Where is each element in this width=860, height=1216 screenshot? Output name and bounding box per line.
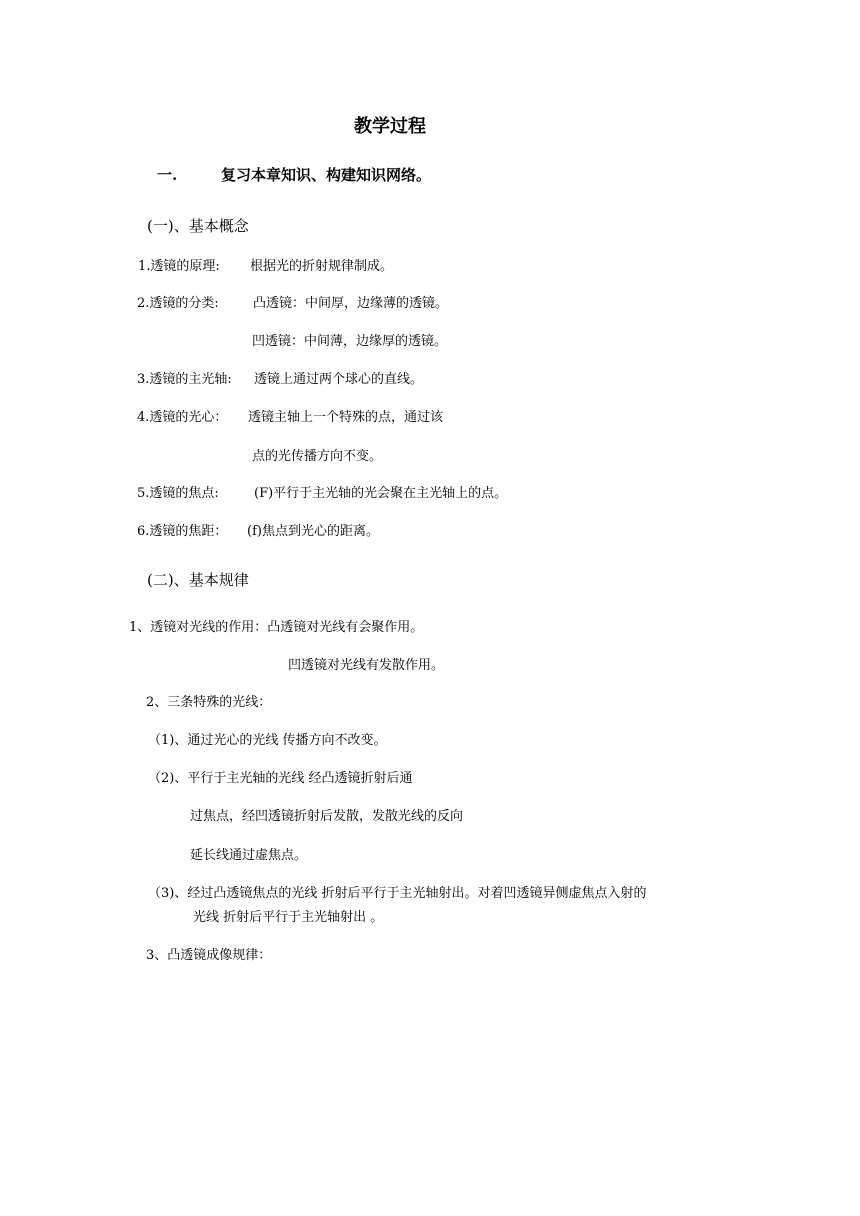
rule2-heading: 2、三条特殊的光线： <box>146 695 272 710</box>
concept-text-principle: 根据光的折射规律制成。 <box>250 259 394 274</box>
concept-label-focus: 5.透镜的焦点: <box>137 486 219 501</box>
concept-text-concave: 凹透镜：中间薄，边缘厚的透镜。 <box>252 334 448 349</box>
concept-text-focal-length: (f)焦点到光心的距离。 <box>247 524 379 539</box>
rule3-heading: 3、凸透镜成像规律： <box>146 948 272 963</box>
concept-label-classification: 2.透镜的分类: <box>137 296 219 311</box>
concept-text-optical-center-cont: 点的光传播方向不变。 <box>252 449 383 464</box>
concept-text-optical-center: 透镜主轴上一个特殊的点，通过该 <box>248 410 444 425</box>
section-heading: 复习本章知识、构建知识网络。 <box>221 166 432 184</box>
concept-label-principle: 1.透镜的原理: <box>138 259 220 274</box>
concept-label-focal-length: 6.透镜的焦距： <box>137 524 228 539</box>
concept-label-principal-axis: 3.透镜的主光轴: <box>137 372 232 387</box>
page-title: 教学过程 <box>354 116 426 137</box>
concept-text-focus: (F)平行于主光轴的光会聚在主光轴上的点。 <box>254 486 508 501</box>
rule1-line1: 1、透镜对光线的作用：凸透镜对光线有会聚作用。 <box>129 620 424 635</box>
rule1-line2: 凹透镜对光线有发散作用。 <box>288 658 445 673</box>
concept-text-convex: 凸透镜：中间厚，边缘薄的透镜。 <box>253 296 449 311</box>
ray2-line1: （2)、平行于主光轴的光线 经凸透镜折射后通 <box>148 771 413 786</box>
ray1-text: （1)、通过光心的光线 传播方向不改变。 <box>148 733 387 748</box>
section-number: 一. <box>157 166 178 184</box>
ray3-line1: （3)、经过凸透镜焦点的光线 折射后平行于主光轴射出。对着凹透镜异侧虚焦点入射的 <box>148 886 647 901</box>
part1-heading: (一)、基本概念 <box>147 217 249 235</box>
ray2-line3: 延长线通过虚焦点。 <box>190 848 308 863</box>
ray2-line2: 过焦点，经凹透镜折射后发散，发散光线的反向 <box>190 809 464 824</box>
concept-text-principal-axis: 透镜上通过两个球心的直线。 <box>254 372 424 387</box>
concept-label-optical-center: 4.透镜的光心： <box>137 410 228 425</box>
ray3-line2: 光线 折射后平行于主光轴射出 。 <box>193 910 384 925</box>
part2-heading: (二)、基本规律 <box>147 571 249 589</box>
